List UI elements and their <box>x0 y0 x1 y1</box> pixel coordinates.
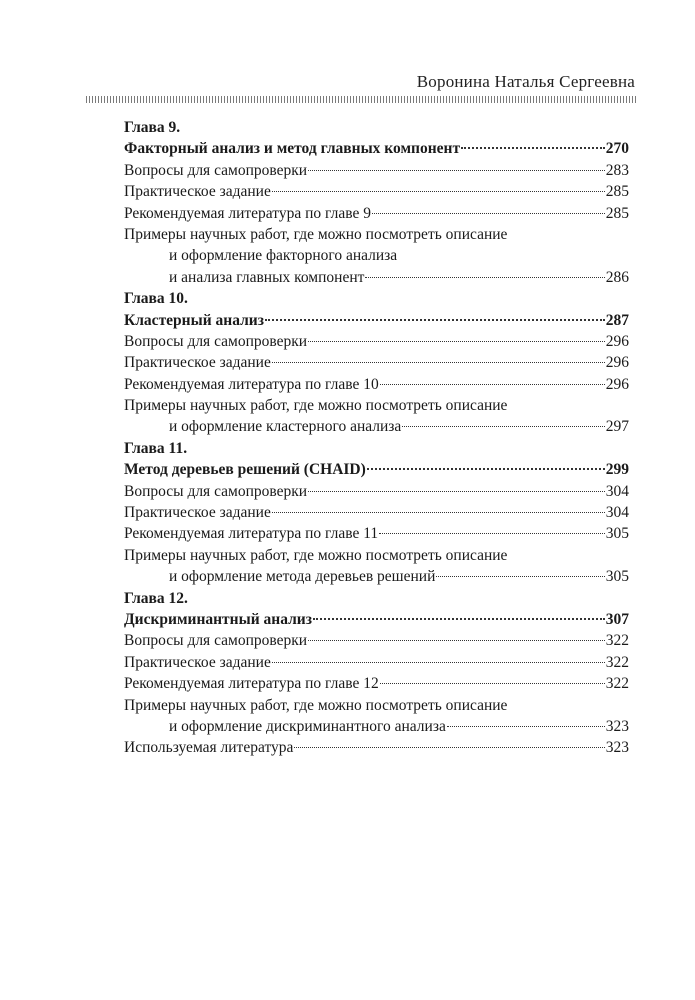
dot-leader <box>308 341 605 342</box>
chapter-12-title-entry[interactable] <box>124 609 629 630</box>
entry-title: Факторный анализ и метод главных компонент <box>124 140 461 158</box>
chapter-heading-label: Глава 11. <box>124 439 188 457</box>
chapter-10-heading <box>124 288 629 309</box>
header-rule <box>86 96 637 103</box>
page-number: 297 <box>605 418 629 436</box>
dot-leader <box>436 576 604 577</box>
chapter-12-heading <box>124 588 629 609</box>
entry-title: Примеры научных работ, где можно посмотреть описание <box>124 397 508 415</box>
entry-title: Практическое задание <box>124 183 271 201</box>
chapter-12-examples-line-1 <box>124 695 629 716</box>
entry-title: Вопросы для самопроверки <box>124 161 308 179</box>
entry-title: Используемая литература <box>124 739 294 757</box>
dot-leader <box>308 640 605 641</box>
page-number: 296 <box>605 354 629 372</box>
dot-leader <box>294 747 604 748</box>
entry-title: Практическое задание <box>124 504 271 522</box>
chapter-10-questions-entry[interactable] <box>124 331 629 352</box>
page-number: 285 <box>605 204 629 222</box>
entry-title: Примеры научных работ, где можно посмотреть описание <box>124 696 508 714</box>
chapter-10-practice-entry[interactable] <box>124 352 629 373</box>
entry-title: Примеры научных работ, где можно посмотреть описание <box>124 546 508 564</box>
page-number: 286 <box>605 268 629 286</box>
page-number: 270 <box>605 140 629 158</box>
entry-title: Рекомендуемая литература по главе 11 <box>124 525 379 543</box>
dot-leader <box>272 362 605 363</box>
page-number: 296 <box>605 332 629 350</box>
entry-title: Рекомендуемая литература по главе 10 <box>124 375 379 393</box>
page-number: 285 <box>605 183 629 201</box>
entry-title: Вопросы для самопроверки <box>124 332 308 350</box>
dot-leader <box>272 662 605 663</box>
dot-leader <box>379 533 605 534</box>
chapter-9-questions-entry[interactable] <box>124 160 629 181</box>
entry-title: Практическое задание <box>124 653 271 671</box>
chapter-12-practice-entry[interactable] <box>124 652 629 673</box>
page-number: 305 <box>605 568 629 586</box>
page-number: 322 <box>605 632 629 650</box>
dot-leader <box>308 170 605 171</box>
page-number: 305 <box>605 525 629 543</box>
dot-leader <box>380 384 605 385</box>
chapter-9-examples-entry[interactable] <box>124 267 629 288</box>
page-number: 287 <box>605 311 629 329</box>
page-number: 296 <box>605 375 629 393</box>
chapter-11-title-entry[interactable] <box>124 459 629 480</box>
chapter-9-heading <box>124 117 629 138</box>
page-number: 322 <box>605 675 629 693</box>
entry-title: Рекомендуемая литература по главе 12 <box>124 675 379 693</box>
chapter-9-examples-line-1 <box>124 224 629 245</box>
dot-leader <box>402 426 604 427</box>
entry-title: Дискриминантный анализ <box>124 610 312 628</box>
chapter-11-practice-entry[interactable] <box>124 502 629 523</box>
chapter-11-examples-entry[interactable] <box>124 566 629 587</box>
chapter-10-literature-entry[interactable] <box>124 374 629 395</box>
page-number: 299 <box>605 461 629 479</box>
dot-leader <box>447 726 605 727</box>
chapter-heading-label: Глава 9. <box>124 119 181 136</box>
dot-leader <box>365 277 604 278</box>
chapter-10-examples-line-1 <box>124 395 629 416</box>
page-number: 304 <box>605 504 629 522</box>
entry-title: Кластерный анализ <box>124 311 264 329</box>
entry-title-continuation: и анализа главных компонент <box>169 268 365 286</box>
running-header-author: Воронина Наталья Сергеевна <box>416 72 635 91</box>
entry-title-continuation: и оформление метода деревьев решений <box>169 568 436 586</box>
chapter-11-examples-line-1 <box>124 545 629 566</box>
chapter-9-practice-entry[interactable] <box>124 181 629 202</box>
chapter-9-literature-entry[interactable] <box>124 203 629 224</box>
entry-title: Вопросы для самопроверки <box>124 632 308 650</box>
chapter-12-questions-entry[interactable] <box>124 630 629 651</box>
chapter-10-title-entry[interactable] <box>124 310 629 331</box>
page-number: 323 <box>605 717 629 735</box>
dot-leader <box>372 213 605 214</box>
entry-title-continuation: и оформление дискриминантного анализа <box>169 717 446 735</box>
entry-title: Метод деревьев решений (CHAID) <box>124 461 366 479</box>
chapter-12-examples-entry[interactable] <box>124 716 629 737</box>
dot-leader <box>313 618 605 620</box>
dot-leader <box>265 319 605 321</box>
chapter-heading-label: Глава 10. <box>124 290 188 308</box>
entry-title-continuation: и оформление факторного анализа <box>169 247 398 265</box>
dot-leader <box>461 147 605 149</box>
chapter-9-examples-line-2 <box>124 245 629 266</box>
chapter-11-literature-entry[interactable] <box>124 523 629 544</box>
dot-leader <box>367 468 605 470</box>
dot-leader <box>272 512 605 513</box>
chapter-10-examples-entry[interactable] <box>124 416 629 437</box>
chapter-9-title-entry[interactable] <box>124 138 629 159</box>
page-number: 304 <box>605 482 629 500</box>
chapter-12-literature-entry[interactable] <box>124 673 629 694</box>
dot-leader <box>380 683 605 684</box>
entry-title: Примеры научных работ, где можно посмотреть описание <box>124 225 508 243</box>
dot-leader <box>308 491 605 492</box>
page-number: 323 <box>605 739 629 757</box>
dot-leader <box>272 191 605 192</box>
page-number: 283 <box>605 161 629 179</box>
table-of-contents <box>124 117 629 759</box>
page-number: 307 <box>605 610 629 628</box>
entry-title: Вопросы для самопроверки <box>124 482 308 500</box>
entry-title: Рекомендуемая литература по главе 9 <box>124 204 371 222</box>
page-number: 322 <box>605 653 629 671</box>
entry-title: Практическое задание <box>124 354 271 372</box>
entry-title-continuation: и оформление кластерного анализа <box>169 418 402 436</box>
chapter-11-heading <box>124 438 629 459</box>
references-entry[interactable] <box>124 737 629 758</box>
chapter-heading-label: Глава 12. <box>124 589 188 607</box>
chapter-11-questions-entry[interactable] <box>124 481 629 502</box>
